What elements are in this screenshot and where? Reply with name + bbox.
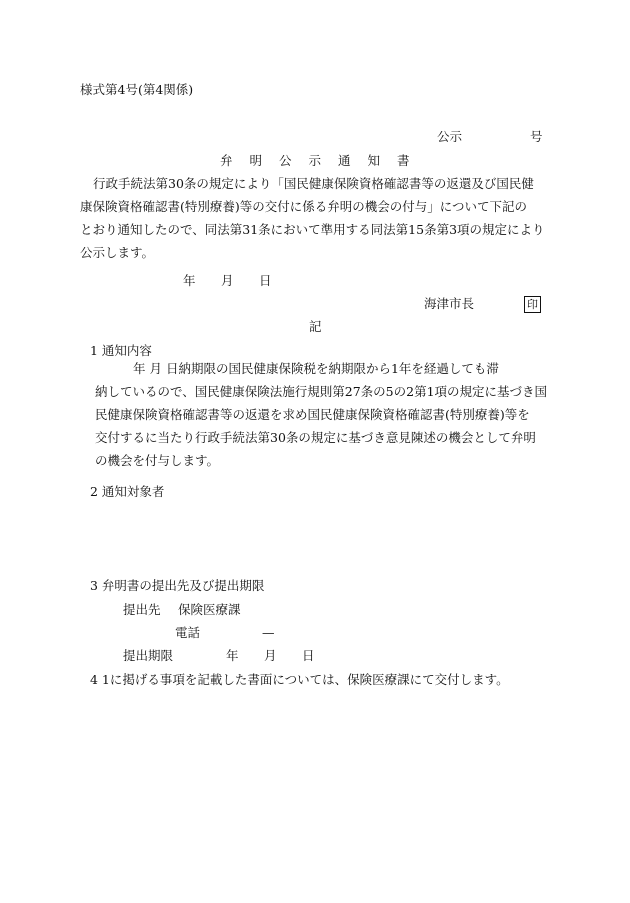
section1-line: の機会を付与します。 — [95, 453, 220, 468]
section1-line: 交付するに当たり行政手続法第30条の規定に基づき意見陳述の機会として弁明 — [95, 430, 536, 445]
deadline-year-label: 年 — [226, 648, 239, 663]
submit-to-value: 保険医療課 — [178, 602, 241, 617]
date-day-label: 日 — [259, 273, 272, 288]
section1-line: 納しているので、国民健康保険法施行規則第27条の5の2第1項の規定に基づき国 — [95, 384, 548, 399]
section4-text: 4 1に掲げる事項を記載した書面については、保険医療課にて交付します。 — [90, 672, 509, 687]
body-paragraph — [80, 172, 555, 264]
ki-heading: 記 — [309, 319, 322, 334]
section1-line: 年 月 日納期限の国民健康保険税を納期限から1年を経過しても滞 — [133, 361, 499, 376]
issuer-name: 海津市長 — [424, 296, 475, 311]
phone-dash: — — [262, 625, 275, 640]
deadline-label: 提出期限 — [123, 648, 174, 663]
document-title: 弁明公示通知書 — [220, 153, 427, 168]
seal-icon: 印 — [524, 296, 541, 313]
section1-heading: 1 通知内容 — [90, 343, 152, 358]
seal-mark — [522, 296, 541, 313]
form-number: 様式第4号(第4関係) — [80, 82, 194, 97]
body-line: とおり通知したので、同法第31条において準用する同法第15条第3項の規定により — [80, 222, 545, 237]
notice-number-label: 公示 — [437, 129, 463, 144]
body-line: 行政手続法第30条の規定により「国民健康保険資格確認書等の返還及び国民健 — [93, 176, 534, 191]
body-line: 康保険資格確認書(特別療養)等の交付に係る弁明の機会の付与」について下記の — [80, 199, 528, 214]
date-year-label: 年 — [183, 273, 196, 288]
deadline-month-label: 月 — [264, 648, 277, 663]
submit-to-label: 提出先 — [123, 602, 161, 617]
deadline-day-label: 日 — [302, 648, 315, 663]
body-line: 公示します。 — [80, 245, 155, 260]
section1-body — [95, 357, 553, 472]
section1-line: 民健康保険資格確認書等の返還を求め国民健康保険資格確認書(特別療養)等を — [95, 407, 530, 422]
section2-heading: 2 通知対象者 — [90, 484, 165, 499]
date-month-label: 月 — [221, 273, 234, 288]
notice-number-suffix: 号 — [530, 129, 543, 144]
section3-heading: 3 弁明書の提出先及び提出期限 — [90, 578, 265, 593]
phone-label: 電話 — [175, 625, 201, 640]
